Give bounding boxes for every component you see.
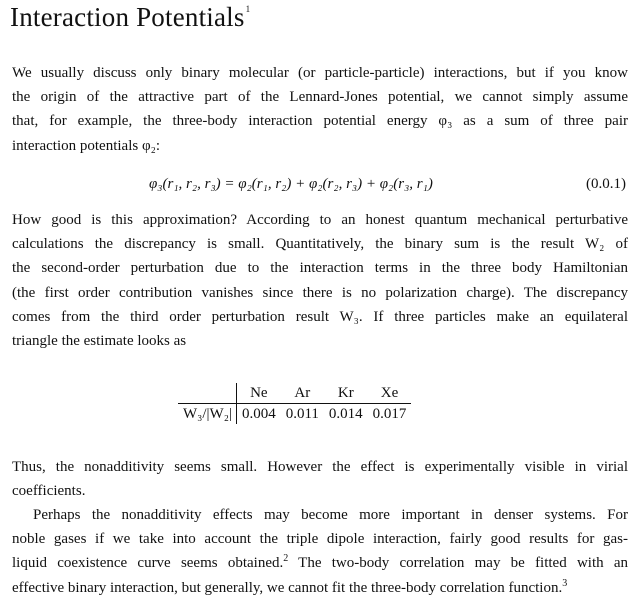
paragraph-intro	[12, 61, 628, 158]
paragraph-approximation	[12, 208, 628, 353]
paragraph-line: comes from the third order perturbation result W₃. If three particles make an equilateral	[12, 308, 628, 325]
paragraph-line: the origin of the attractive part of the Lennard-Jones potential, we cannot simply assume	[12, 89, 628, 106]
paragraph-line: calculations the discrepancy is small. Quantitatively, the binary sum is the result W₂ of	[12, 236, 628, 253]
equation-number: (0.0.1)	[586, 176, 626, 192]
table-header-xe: Xe	[368, 383, 412, 404]
paragraph-line: effective binary interaction, but generally, we cannot fit the three-body correlation function.$^3$	[12, 577, 568, 596]
table-row-label: W₃/|W₂|	[178, 404, 236, 425]
table-header-kr: Kr	[324, 383, 368, 404]
paragraph-line: liquid coexistence curve seems obtained.$^2$ The two-body correlation may be fitted with an	[12, 553, 628, 572]
paragraph-line: noble gases if we take into account the triple dipole interaction, fairly good results for gas-	[12, 531, 628, 548]
paragraph-line: interaction potentials φ₂:	[12, 137, 161, 154]
table-row	[178, 404, 411, 425]
table-header-ne: Ne	[236, 383, 280, 404]
table-cell-ne: 0.004	[241, 405, 276, 422]
paragraph-line: Perhaps the nonadditivity effects may become more important in denser systems. For	[33, 507, 628, 523]
table-header-row	[178, 383, 411, 404]
paragraph-line: the second-order perturbation due to the interaction terms in the three body Hamiltonian	[12, 260, 628, 277]
table-corner-cell	[178, 383, 236, 404]
table-cell-xe: 0.017	[372, 405, 407, 422]
table-cell-ar: 0.011	[285, 405, 319, 422]
paragraph-nonadditivity	[12, 455, 628, 503]
paragraph-line: coefficients.	[12, 483, 86, 500]
paragraph-line: (the first order contribution vanishes since there is no polarization charge). The discrepancy	[12, 284, 628, 301]
footnote-marker-3[interactable]: 3	[562, 577, 568, 589]
paragraph-line: triangle the estimate looks as	[12, 333, 187, 350]
title-footnote-marker[interactable]: 1	[245, 4, 251, 14]
equation-body: φ₃(r₁, r₂, r₃) = φ₂(r₁, r₂) + φ₂(r₂, r₃) + φ₂(r₃, r₁)	[149, 176, 433, 192]
paragraph-dense-systems	[12, 503, 628, 600]
paragraph-line: We usually discuss only binary molecular (or particle-particle) interactions, but if you know	[12, 65, 628, 81]
nonadditivity-table	[178, 383, 411, 424]
table-header-ar: Ar	[281, 383, 324, 404]
paragraph-line: Thus, the nonadditivity seems small. However the effect is experimentally visible in virial	[12, 459, 628, 475]
equation-0-0-1	[0, 176, 638, 200]
paragraph-line: that, for example, the three-body interaction potential energy φ₃ as a sum of three pair	[12, 113, 628, 130]
paragraph-line: How good is this approximation? According to an honest quantum mechanical perturbative	[12, 212, 628, 228]
table-cell-kr: 0.014	[328, 405, 363, 422]
footnote-marker-2[interactable]: 2	[283, 553, 289, 565]
page-title: Interaction Potentials$^1$	[10, 2, 251, 32]
